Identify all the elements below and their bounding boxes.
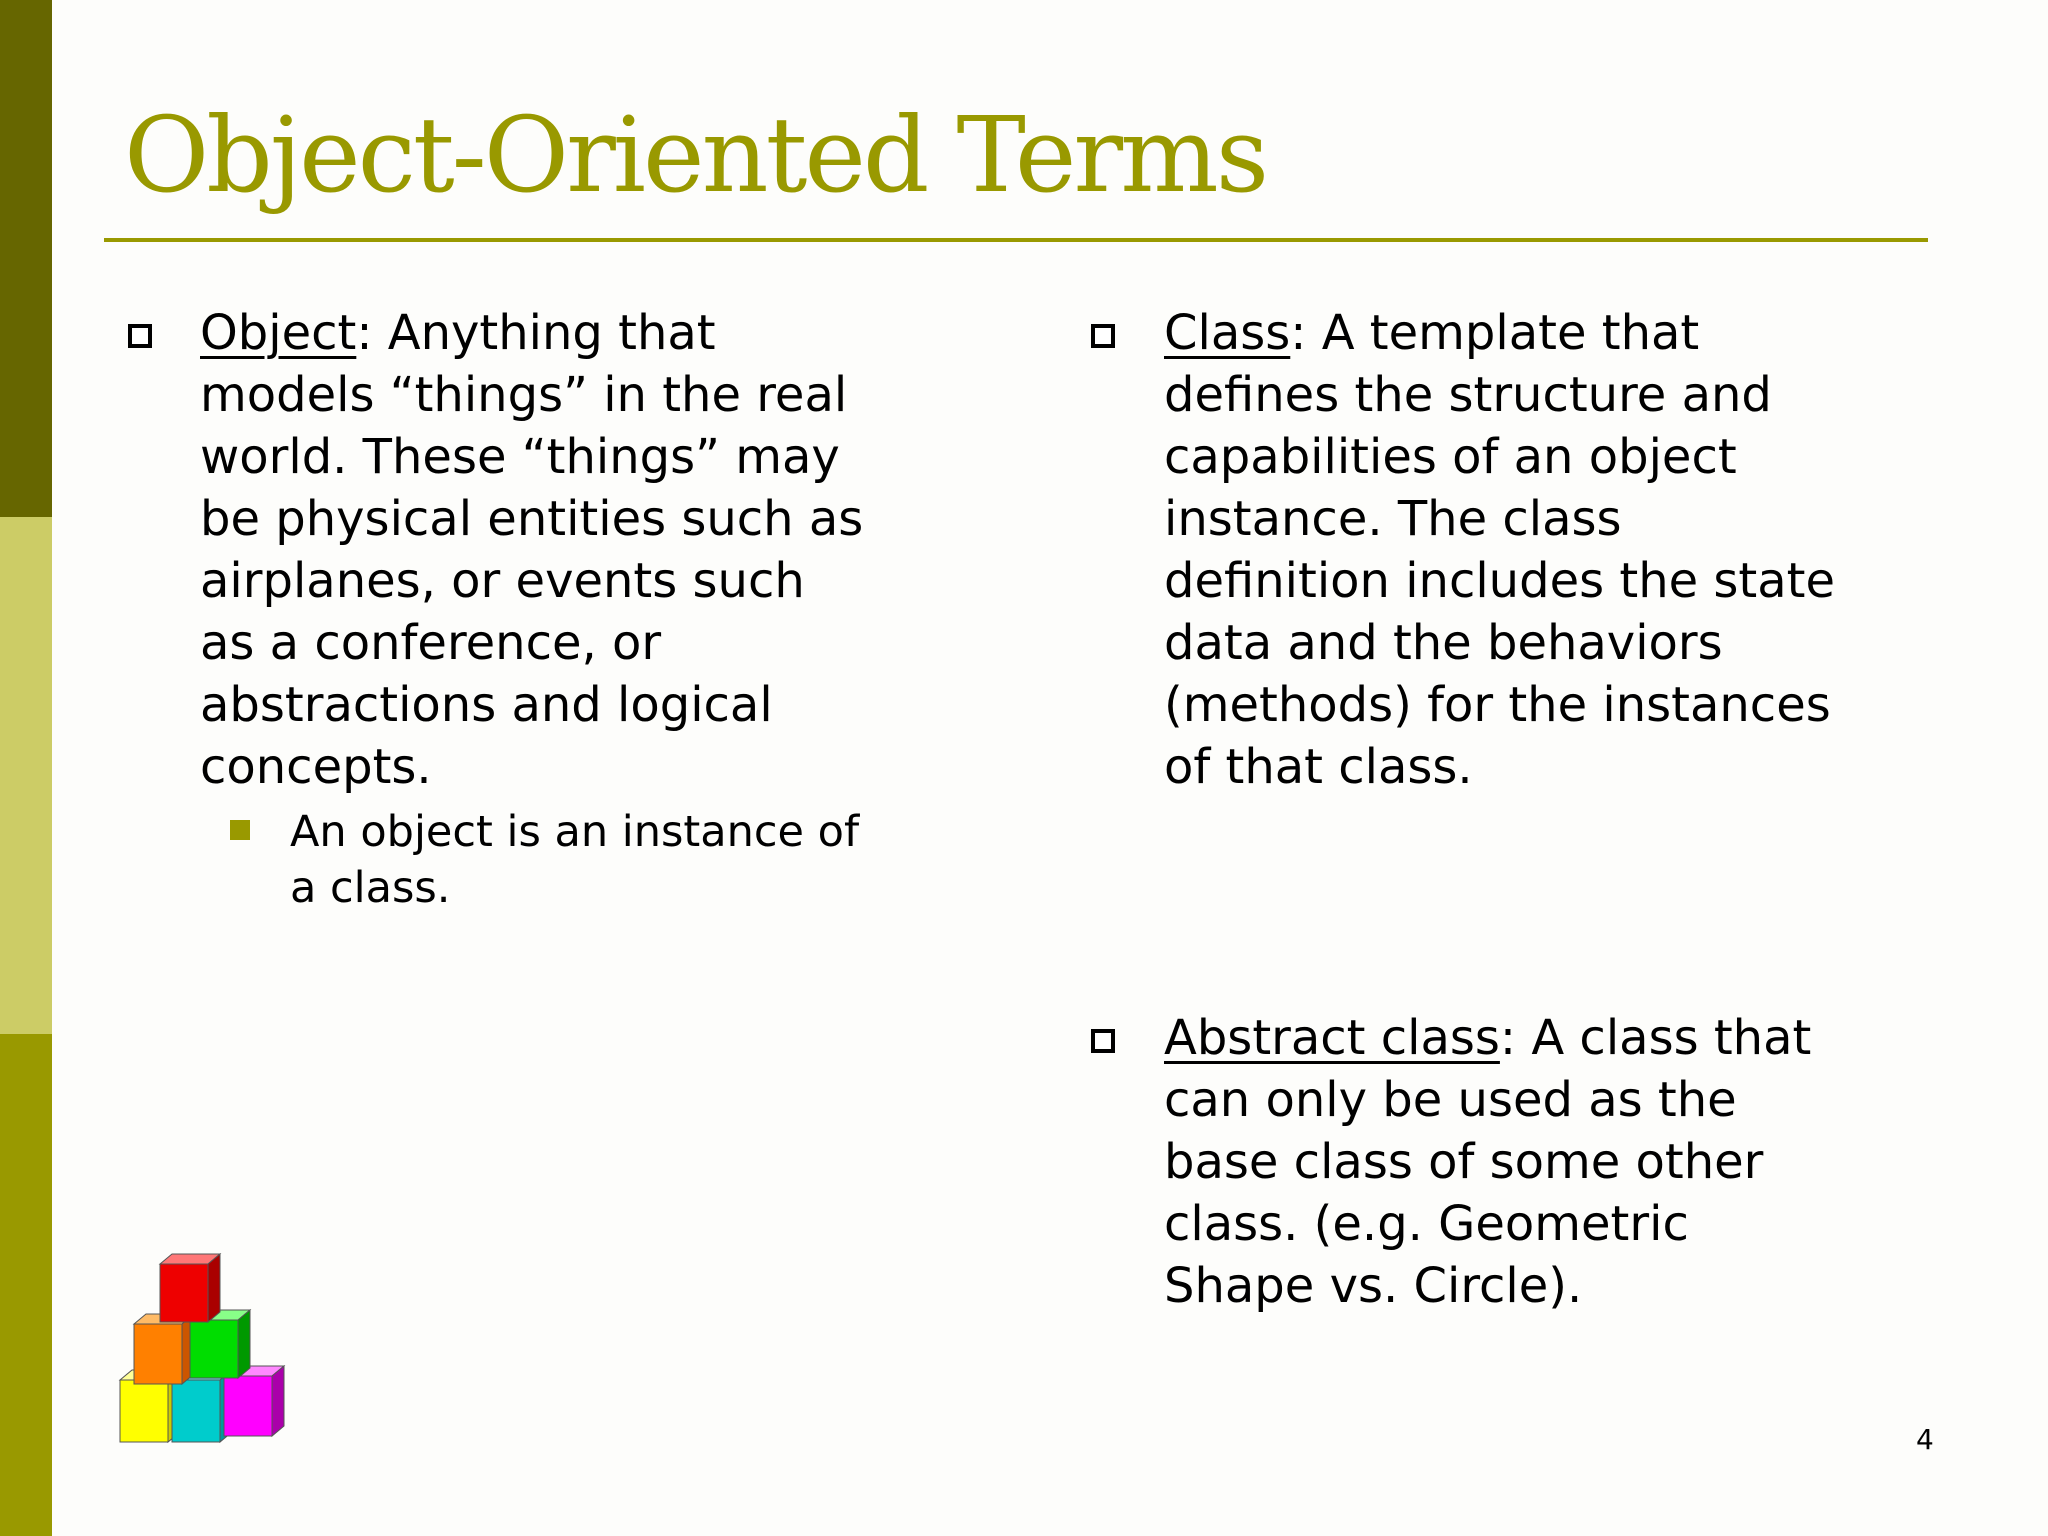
abstract-class-line-1: can only be used as the (1164, 1072, 1737, 1128)
object-subpoint-line-0: An object is an instance of (290, 807, 860, 857)
hollow-square-bullet-icon (1091, 324, 1115, 348)
object-line-2: world. These “things” may (200, 429, 840, 485)
object-term: Object (200, 305, 357, 361)
object-line-6: abstractions and logical (200, 677, 773, 733)
filled-square-bullet-icon (230, 820, 250, 840)
abstract-class-line-3: class. (e.g. Geometric (1164, 1196, 1689, 1252)
abstract-class-definition (1164, 1007, 1811, 1317)
class-line-5: data and the behaviors (1164, 615, 1723, 671)
object-line-3: be physical entities such as (200, 491, 864, 547)
stacked-blocks-icon (112, 1250, 302, 1450)
class-line-7: of that class. (1164, 739, 1473, 795)
class-line-1: defines the structure and (1164, 367, 1772, 423)
abstract-class-line-2: base class of some other (1164, 1134, 1764, 1190)
slide-title: Object-Oriented Terms (124, 94, 1267, 216)
class-line-2: capabilities of an object (1164, 429, 1737, 485)
class-line-6: (methods) for the instances (1164, 677, 1831, 733)
sidebar-band-olive (0, 1034, 52, 1536)
object-line-0: Object: Anything that (200, 305, 716, 361)
object-line-1: models “things” in the real (200, 367, 848, 423)
object-line-5: as a conference, or (200, 615, 662, 671)
class-term: Class (1164, 305, 1291, 361)
object-line-7: concepts. (200, 739, 432, 795)
object-definition (200, 302, 863, 798)
object-line-4: airplanes, or events such (200, 553, 805, 609)
abstract-class-line-0: Abstract class: A class that (1164, 1010, 1812, 1066)
abstract-class-line-4: Shape vs. Circle). (1164, 1258, 1583, 1314)
object-subpoint (290, 804, 859, 916)
class-line-3: instance. The class (1164, 491, 1622, 547)
sidebar-band-light (0, 517, 52, 1034)
object-subpoint-line-1: a class. (290, 863, 451, 913)
hollow-square-bullet-icon (1091, 1029, 1115, 1053)
class-definition (1164, 302, 1835, 798)
hollow-square-bullet-icon (128, 324, 152, 348)
sidebar-band-dark (0, 0, 52, 517)
abstract-class-term: Abstract class (1164, 1010, 1500, 1066)
slide-number: 4 (1916, 1423, 1934, 1456)
class-line-4: definition includes the state (1164, 553, 1835, 609)
title-divider (104, 238, 1928, 242)
class-line-0: Class: A template that (1164, 305, 1700, 361)
